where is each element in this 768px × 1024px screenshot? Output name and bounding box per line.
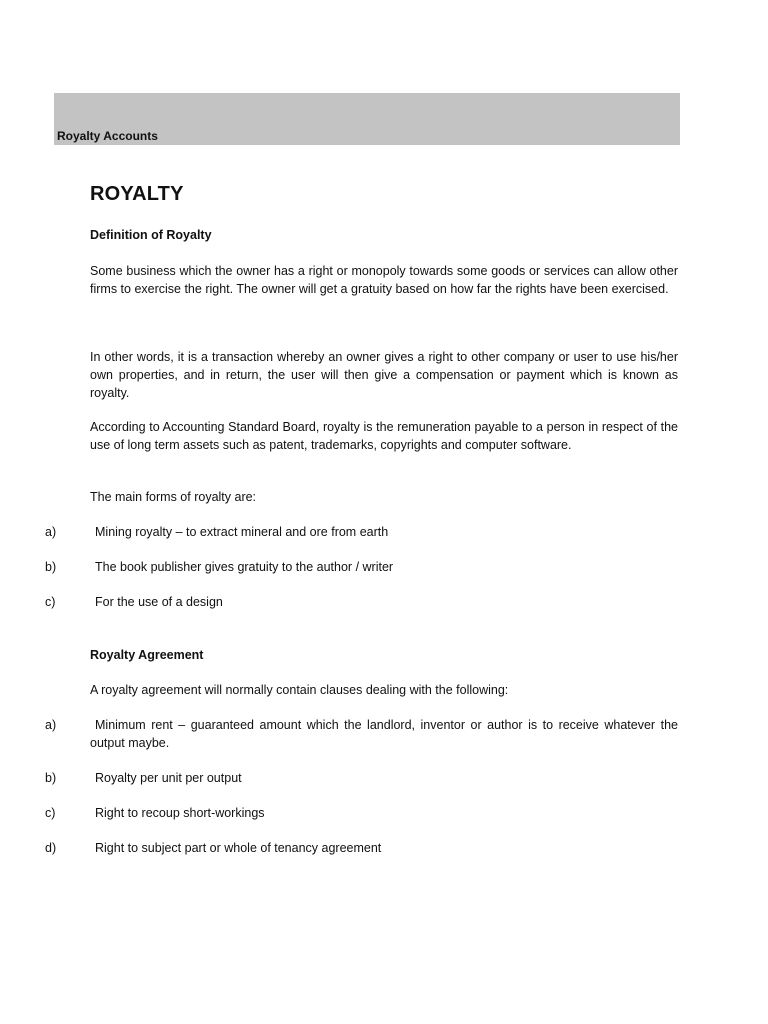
list-letter: d) <box>45 841 57 855</box>
clauses-list-item <box>45 804 678 822</box>
list-item-text: Royalty per unit per output <box>95 771 242 785</box>
document-title: ROYALTY <box>90 183 184 205</box>
definition-heading: Definition of Royalty <box>90 228 212 242</box>
list-letter: a) <box>45 525 57 539</box>
agreement-heading: Royalty Agreement <box>90 648 204 662</box>
list-item-text: For the use of a design <box>95 595 223 609</box>
header-band <box>54 93 680 145</box>
forms-list-item <box>45 593 678 611</box>
paragraph-definition: Some business which the owner has a right or monopoly towards some goods or services can allow other firms to exercise the right. The owner will get a gratuity based on how far the rights have been exercised. <box>90 264 678 296</box>
clauses-list-item <box>45 716 678 752</box>
list-letter: a) <box>45 718 57 732</box>
list-letter: b) <box>45 560 57 574</box>
list-letter: b) <box>45 771 57 785</box>
list-item-text: Right to recoup short-workings <box>95 806 265 820</box>
clauses-list-item <box>45 769 678 787</box>
list-item-text: Right to subject part or whole of tenancy agreement <box>95 841 382 855</box>
header-title: Royalty Accounts <box>57 129 158 143</box>
clauses-list-item <box>45 839 678 857</box>
forms-intro: The main forms of royalty are: <box>90 490 257 504</box>
forms-list-item <box>45 523 678 541</box>
list-letter: c) <box>45 595 56 609</box>
paragraph-other-words: In other words, it is a transaction whereby an owner gives a right to other company or user to use his/her own properties, and in return, the user will then give a compensation or payment which is known as royalty. <box>90 350 678 400</box>
list-item-text: The book publisher gives gratuity to the author / writer <box>95 560 394 574</box>
list-item-text: Mining royalty – to extract mineral and ore from earth <box>95 525 389 539</box>
list-letter: c) <box>45 806 56 820</box>
list-item-text: Minimum rent – guaranteed amount which the landlord, inventor or author is to receive whatever the output maybe. <box>90 718 678 750</box>
agreement-intro: A royalty agreement will normally contain clauses dealing with the following: <box>90 683 509 697</box>
paragraph-accounting-standard: According to Accounting Standard Board, royalty is the remuneration payable to a person in respect of the use of long term assets such as patent, trademarks, copyrights and computer software. <box>90 420 678 452</box>
forms-list-item <box>45 558 678 576</box>
